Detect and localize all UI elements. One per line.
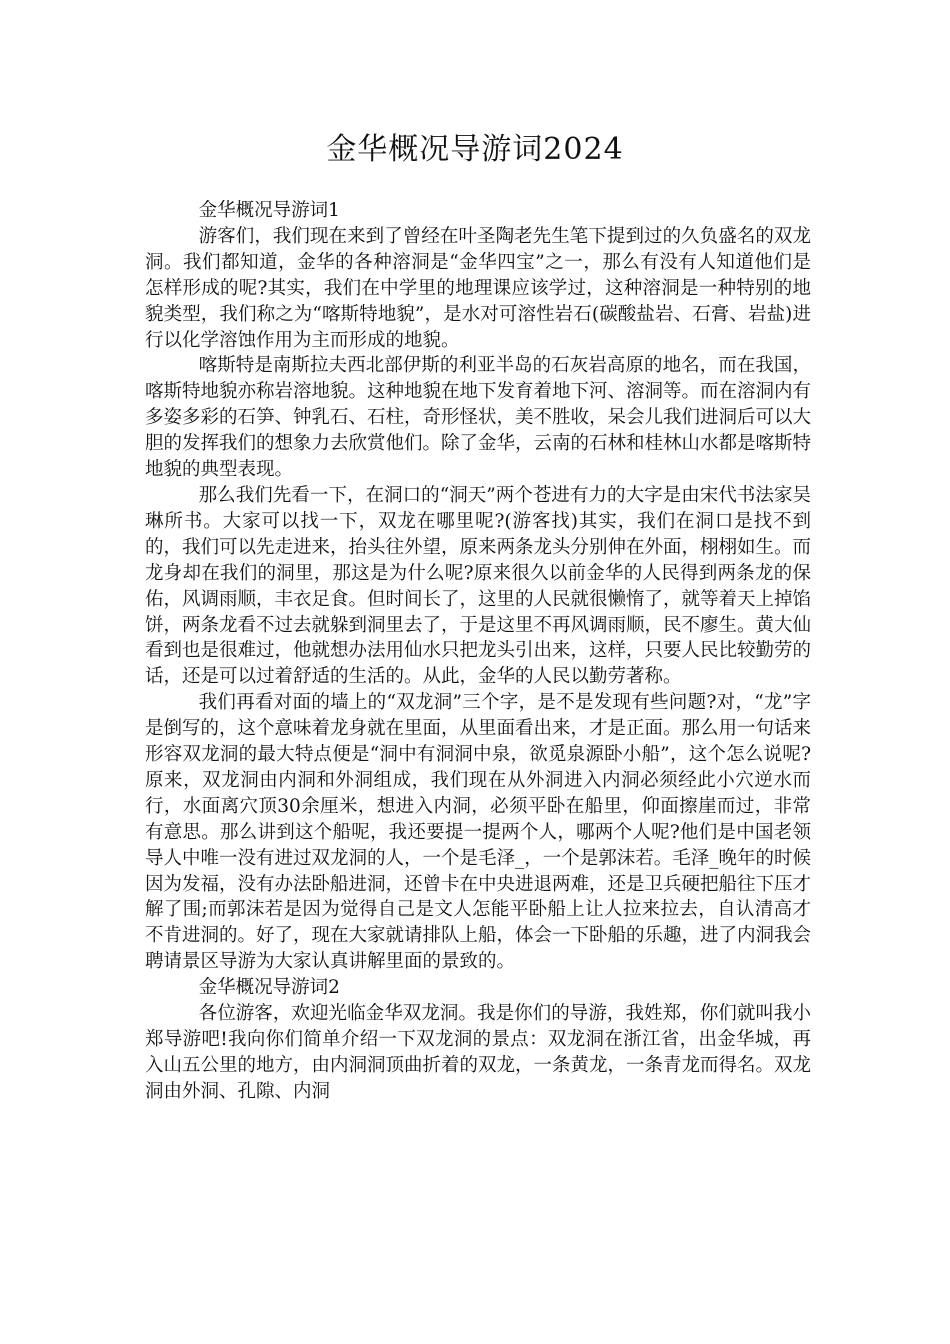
section-heading: 金华概况导游词1: [198, 200, 340, 221]
document-title: 金华概况导游词2024: [326, 132, 624, 167]
section-2: [145, 975, 811, 1105]
document-body: [145, 198, 811, 1105]
section-heading: 金华概况导游词2: [198, 977, 340, 999]
paragraph: 各位游客，欢迎光临金华双龙洞。我是你们的导游，我姓郑，你们就叫我小郑导游吧!我向你们简单介绍一下双龙洞的景点：双龙洞在浙江省，出金华城，再入山五公里的地方，由内洞洞顶曲折着的双龙，一条黄龙，一条青龙而得名。双龙洞由外洞、孔隙、内洞: [145, 1003, 812, 1102]
section-1: [145, 198, 811, 975]
paragraph: 喀斯特是南斯拉夫西北部伊斯的利亚半岛的石灰岩高原的地名，而在我国，喀斯特地貌亦称岩溶地貌。这种地貌在地下发育着地下河、溶洞等。而在溶洞内有多姿多彩的石笋、钟乳石、石柱，奇形怪状，美不胜收，呆会儿我们进洞后可以大胆的发挥我们的想象力去欣赏他们。除了金华，云南的石林和桂林山水都是喀斯特地貌的典型表现。: [145, 355, 812, 481]
paragraph: 那么我们先看一下，在洞口的“洞天”两个苍进有力的大字是由宋代书法家吴琳所书。大家可以找一下，双龙在哪里呢?(游客找)其实，我们在洞口是找不到的，我们可以先走进来，抬头往外望，原来两条龙头分别伸在外面，栩栩如生。而龙身却在我们的洞里，那这是为什么呢?原来很久以前金华的人民得到两条龙的保佑，风调雨顺，丰衣足食。但时间长了，这里的人民就很懒惰了，就等着天上掉馅饼，两条龙看不过去就躲到洞里去了，于是这里不再风调雨顺，民不廖生。黄大仙看到也是很难过，他就想办法用仙水只把龙头引出来，这样，只要人民比较勤劳的话，还是可以过着舒适的生活的。从此，金华的人民以勤劳著称。: [145, 484, 812, 688]
paragraph: 游客们，我们现在来到了曾经在叶圣陶老先生笔下提到过的久负盛名的双龙洞。我们都知道，金华的各种溶洞是“金华四宝”之一，那么有没有人知道他们是怎样形成的呢?其实，我们在中学里的地理课应该学过，这种溶洞是一种特别的地貌类型，我们称之为“喀斯特地貌”，是水对可溶性岩石(碳酸盐岩、石膏、岩盐)进行以化学溶蚀作用为主而形成的地貌。: [145, 225, 811, 351]
paragraph: 我们再看对面的墙上的“双龙洞”三个字，是不是发现有些问题?对，“龙”字是倒写的，这个意味着龙身就在里面，从里面看出来，才是正面。那么用一句话来形容双龙洞的最大特点便是“洞中有洞洞中泉，欲觅泉源卧小船”，这个怎么说呢?原来，双龙洞由内洞和外洞组成，我们现在从外洞进入内洞必须经此小穴逆水而行，水面离穴顶30余厘米，想进入内洞，必须平卧在船里，仰面擦崖而过，非常有意思。那么讲到这个船呢，我还要提一提两个人，哪两个人呢?他们是中国老领导人中唯一没有进过双龙洞的人，一个是毛泽_，一个是郭沫若。毛泽_晚年的时候因为发福，没有办法卧船进洞，还曾卡在中央进退两难，还是卫兵硬把船往下压才解了围;而郭沫若是因为觉得自己是文人怎能平卧船上让人拉来拉去，自认清高才不肯进洞的。好了，现在大家就请排队上船，体会一下卧船的乐趣，进了内洞我会聘请景区导游为大家认真讲解里面的景致的。: [145, 692, 812, 973]
